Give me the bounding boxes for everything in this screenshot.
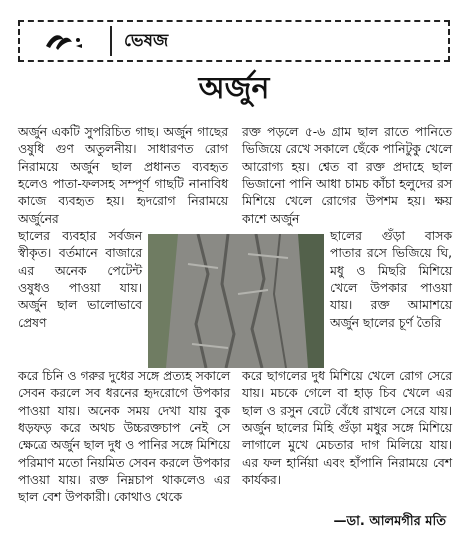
article-text-left-bottom: করে চিনি ও গরুর দুধের সঙ্গে প্রত্যহ সকালে সেবন করলে সব ধরনের হৃদরোগে উপকার পাওয়া যায়। অনেক সময় দেখা যায় বুক ধড়ফড় করে অথচ উচ্চরক্তচাপ নেই সে ক্ষেত্রে অর্জুন ছাল দুধ ও পানির সঙ্গে মিশিয়ে পরিমাণ মতো নিয়মিত সেবন করলে উপকার পাওয়া যায়। রক্ত নিম্নচাপ থাকলেও এর ছাল বেশ উপকারী। কোথাও থেকে [18, 369, 230, 505]
article-text-right-top: রক্ত পড়লে ৫-৬ গ্রাম ছাল রাতে পানিতে ভিজিয়ে রেখে সকালে ছেঁকে পানিটুকু খেলে আরোগ্য হয়। শ্বেত বা রক্ত প্রদাহে ছাল ভিজানো পানি আধা চামচ কাঁচা হলুদের রস মিশিয়ে খেলে রোগের উপশম হয়। ক্ষয় কাশে অর্জুন [242, 125, 452, 226]
section-header [18, 20, 450, 62]
article-text-right-bottom: করে ছাগলের দুধ মিশিয়ে খেলে রোগ সেরে যায়। মচকে গেলে বা হাড় চিব খেলে এর ছাল ও রসুন বেটে বেঁধে রাখলে সেরে যায়। অর্জুন ছালের মিহি গুঁড়া মধুর সঙ্গে মিশিয়ে লাগালে মুখে মেচতার দাগ মিলিয়ে যায়। এর ফল হার্নিয়া এবং হাঁপানি নিরাময়ে বেশ কার্যকর। [242, 369, 452, 488]
article-title: অর্জুন [198, 71, 270, 106]
article-text-right-mid: ছালের গুঁড়া বাসক পাতার রসে ভিজিয়ে ঘি, মধু ও মিছরি মিশিয়ে খেলে উপকার পাওয়া যায়। রক্ত আমাশয়ে অর্জুন ছালের চূর্ণ তৈরি [330, 229, 452, 330]
arjun-tree-photo [148, 234, 324, 368]
article-text-left-mid: ছালের ব্যবহার সর্বজন স্বীকৃত। বর্তমানে বাজারে এর অনেক পেটেন্ট ওষুধও পাওয়া যায়। অর্জুন ছাল ভালোভাবে প্রেষণ [18, 229, 142, 330]
header-divider [110, 26, 112, 56]
author-signature: —ডা. আলমগীর মতি [333, 514, 446, 529]
leaf-logo-icon [42, 28, 86, 54]
article-text-left-top: অর্জুন একটি সুপরিচিত গাছ। অর্জুন গাছের ওষুধি গুণ অতুলনীয়। সাধারণত রোগ নিরাময়ে অর্জুন ছাল প্রধানত ব্যবহৃত হলেও পাতা-ফলসহ সম্পূর্ণ গাছটি নানাবিধ কাজে ব্যবহৃত হয়। হৃদরোগ নিরাময়ে অর্জুনের [18, 125, 228, 226]
section-title: ভেষজ [124, 31, 169, 51]
